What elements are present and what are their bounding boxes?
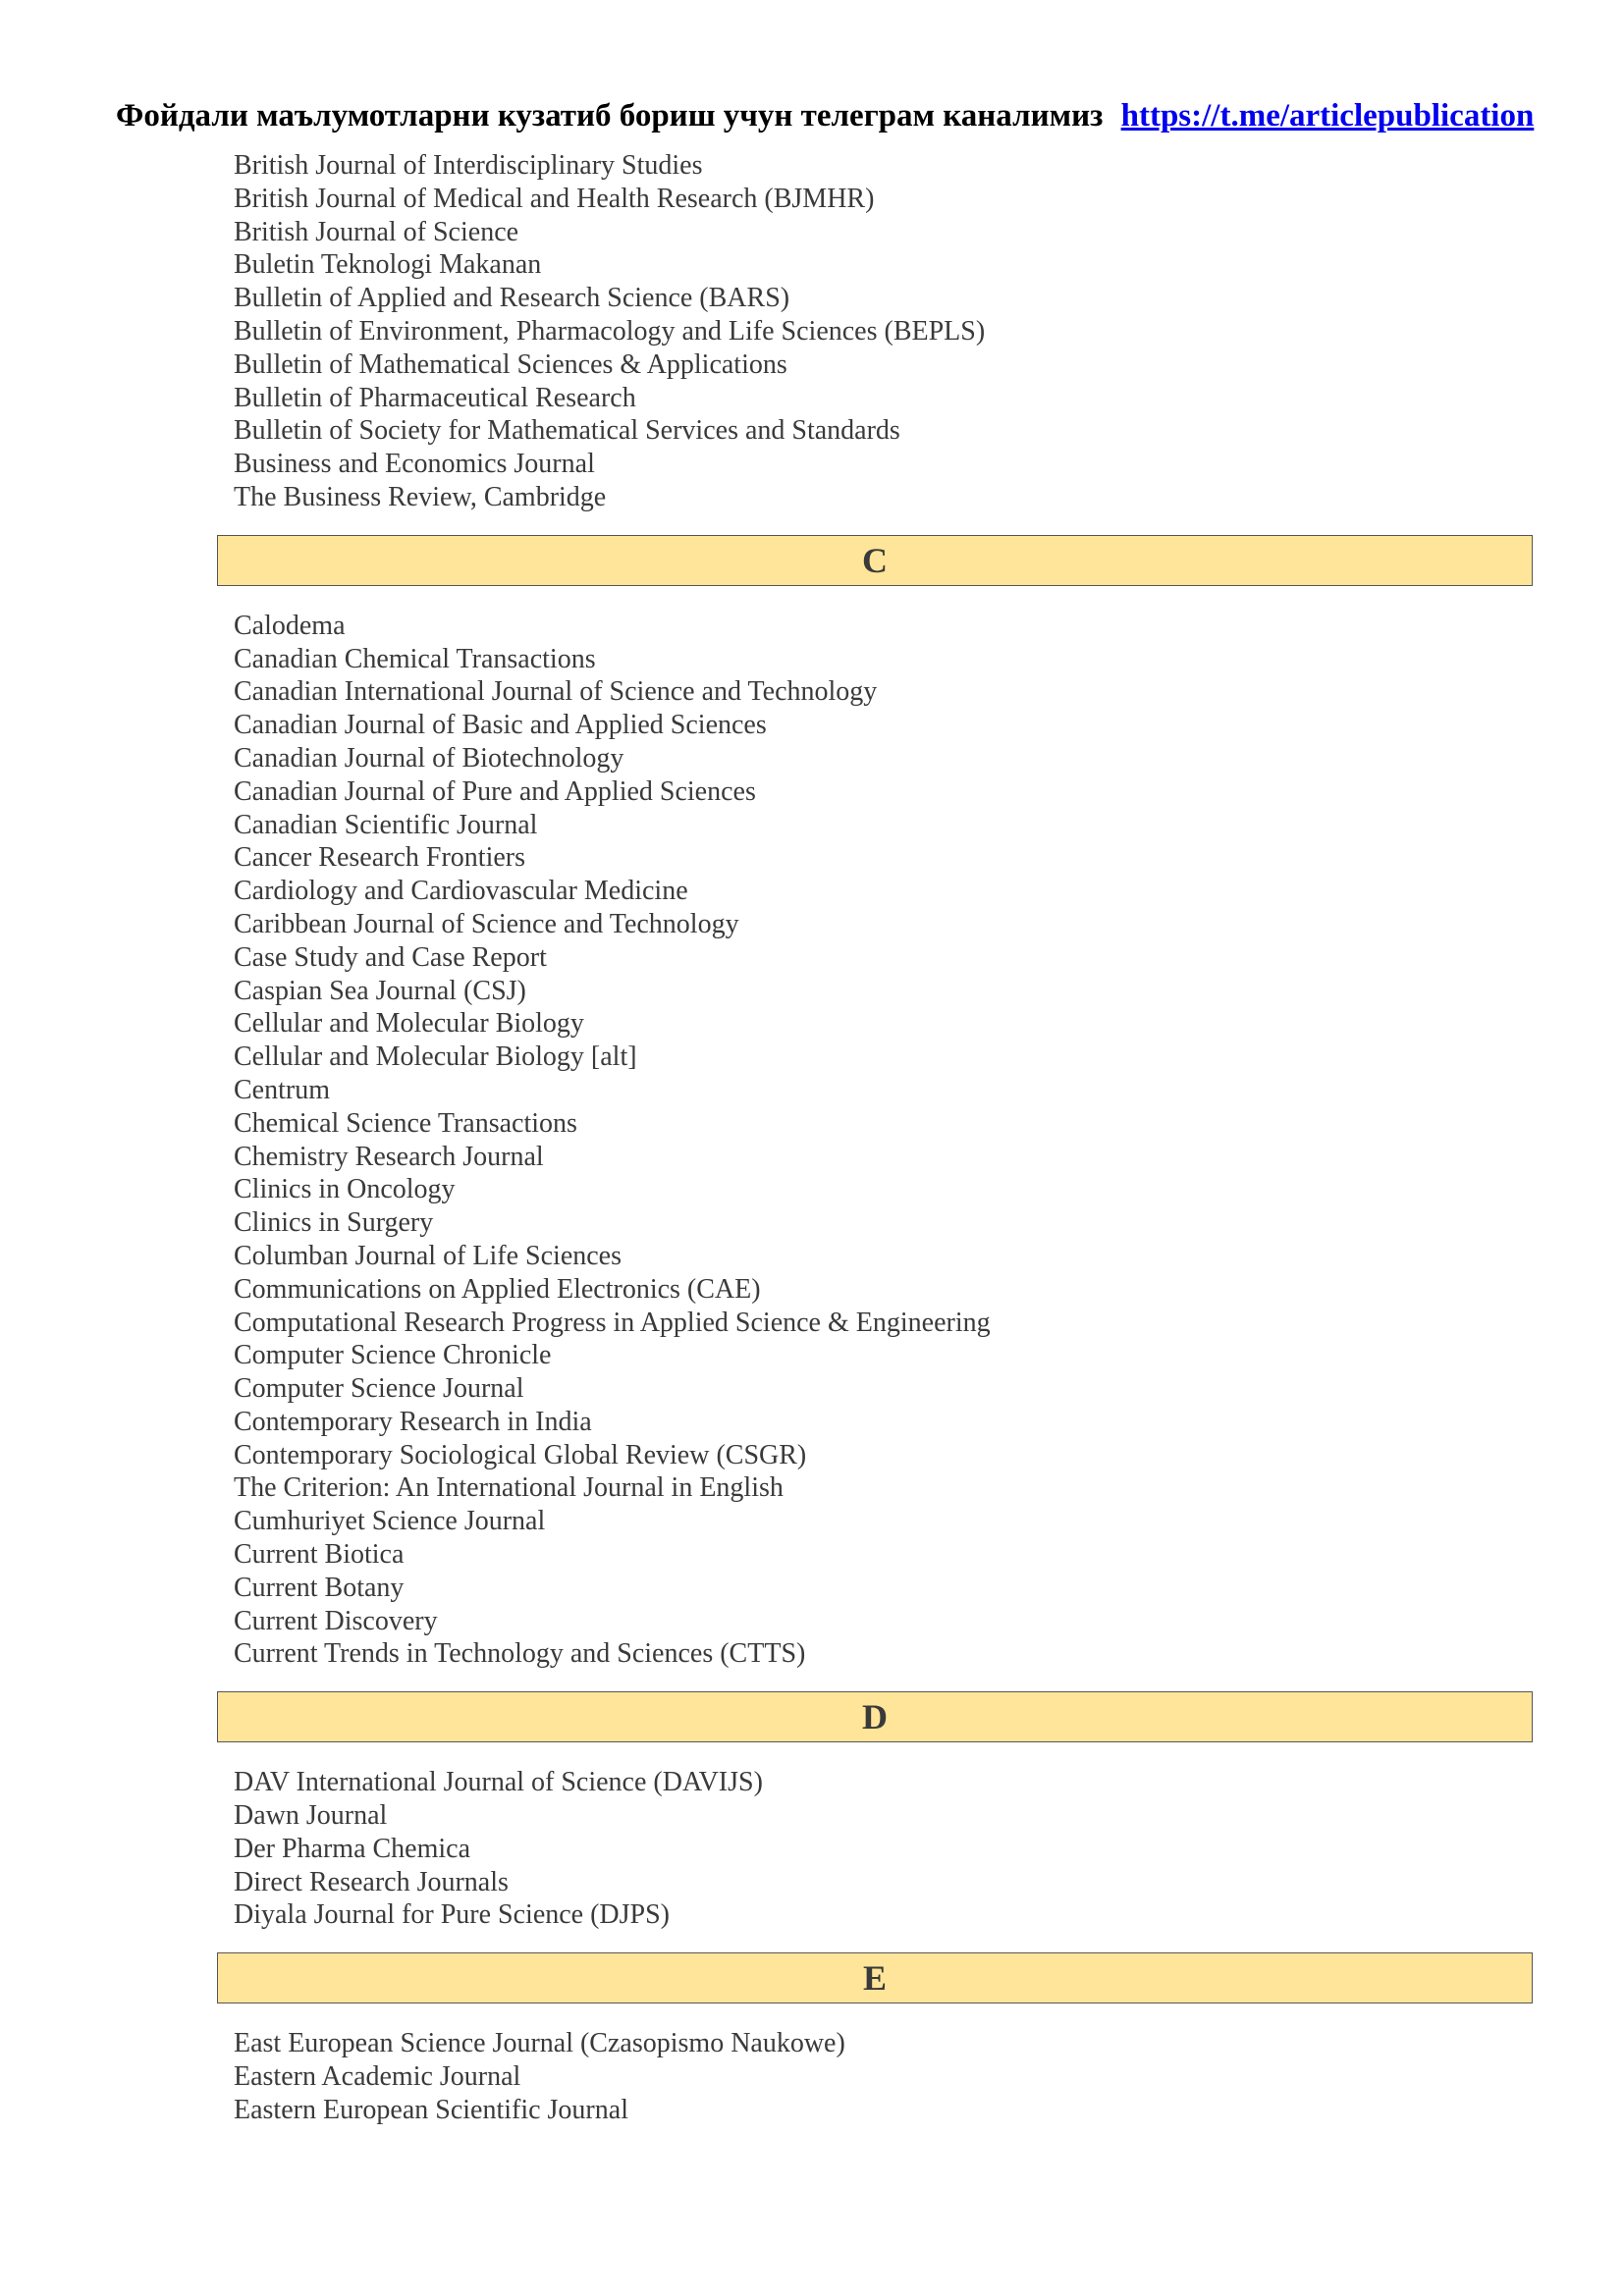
list-item: Canadian Journal of Pure and Applied Sciences (234, 775, 756, 807)
list-item: Bulletin of Environment, Pharmacology and Life Sciences (BEPLS) (234, 315, 986, 347)
list-item: Calodema (234, 610, 346, 641)
list-item: Bulletin of Society for Mathematical Services and Standards (234, 415, 900, 447)
journal-list-content (217, 149, 1533, 2127)
list-item: Cardiology and Cardiovascular Medicine (234, 876, 688, 907)
list-item: Canadian Journal of Biotechnology (234, 742, 624, 774)
list-item: Columban Journal of Life Sciences (234, 1240, 623, 1271)
list-item: Cumhuriyet Science Journal (234, 1506, 546, 1537)
section-header-e (217, 1952, 1533, 2003)
list-item: Business and Economics Journal (234, 449, 595, 480)
section-letter: D (862, 1697, 888, 1737)
list-item: Bulletin of Pharmaceutical Research (234, 382, 636, 413)
list-item: The Criterion: An International Journal in English (234, 1472, 784, 1504)
list-item: Caspian Sea Journal (CSJ) (234, 975, 526, 1006)
list-item: Canadian International Journal of Science and Technology (234, 676, 878, 708)
list-item: Current Discovery (234, 1605, 438, 1636)
list-item: Computer Science Chronicle (234, 1340, 552, 1371)
list-item: The Business Review, Cambridge (234, 481, 607, 512)
list-item: Clinics in Oncology (234, 1174, 456, 1205)
list-item: Current Trends in Technology and Sciences (CTTS) (234, 1638, 806, 1670)
list-item: Caribbean Journal of Science and Technology (234, 908, 739, 939)
list-item: Cellular and Molecular Biology [alt] (234, 1041, 637, 1073)
journal-list-d (217, 1766, 1533, 1932)
list-item: Communications on Applied Electronics (CAE) (234, 1273, 761, 1305)
list-item: DAV International Journal of Science (DAVIJS) (234, 1767, 763, 1798)
list-item: Buletin Teknologi Makanan (234, 249, 542, 281)
list-item: Bulletin of Applied and Research Science (BARS) (234, 283, 790, 314)
list-item: Chemical Science Transactions (234, 1107, 577, 1139)
list-item: Canadian Scientific Journal (234, 809, 538, 840)
list-item: Der Pharma Chemica (234, 1833, 471, 1864)
list-item: Chemistry Research Journal (234, 1141, 544, 1172)
list-item: British Journal of Science (234, 216, 519, 247)
list-item: Bulletin of Mathematical Sciences & Applications (234, 348, 787, 380)
page-header (116, 94, 1569, 137)
list-item: Current Botany (234, 1572, 405, 1603)
section-letter: E (862, 1958, 887, 1999)
list-item: British Journal of Medical and Health Research (BJMHR) (234, 183, 875, 214)
list-item: Computer Science Journal (234, 1373, 524, 1405)
list-item: Contemporary Sociological Global Review (CSGR) (234, 1439, 807, 1470)
section-letter: C (862, 540, 888, 580)
list-item: Cancer Research Frontiers (234, 842, 525, 874)
header-text: Фойдали маълумотларни кузатиб бориш учун телеграм каналимиз (116, 98, 1104, 133)
list-item: Canadian Chemical Transactions (234, 643, 596, 674)
section-header-d (217, 1691, 1533, 1742)
journal-list-c (217, 610, 1533, 1672)
list-item: Contemporary Research in India (234, 1406, 592, 1437)
list-item: East European Science Journal (Czasopismo Naukowe) (234, 2028, 845, 2059)
list-item: Eastern Academic Journal (234, 2061, 521, 2093)
list-item: Current Biotica (234, 1539, 405, 1571)
journal-list-b (217, 149, 1533, 514)
section-header-c (217, 535, 1533, 586)
list-item: Cellular and Molecular Biology (234, 1008, 584, 1040)
list-item: Diyala Journal for Pure Science (DJPS) (234, 1899, 671, 1931)
journal-list-e (217, 2027, 1533, 2126)
list-item: Dawn Journal (234, 1800, 388, 1832)
list-item: Eastern European Scientific Journal (234, 2094, 628, 2125)
list-item: Centrum (234, 1074, 330, 1105)
list-item: British Journal of Interdisciplinary Studies (234, 150, 703, 181)
list-item: Direct Research Journals (234, 1866, 509, 1897)
list-item: Canadian Journal of Basic and Applied Sciences (234, 710, 767, 741)
telegram-channel-link[interactable]: https://t.me/articlepublication (1120, 98, 1535, 133)
list-item: Clinics in Surgery (234, 1207, 434, 1239)
list-item: Computational Research Progress in Applied Science & Engineering (234, 1307, 991, 1338)
list-item: Case Study and Case Report (234, 941, 547, 973)
